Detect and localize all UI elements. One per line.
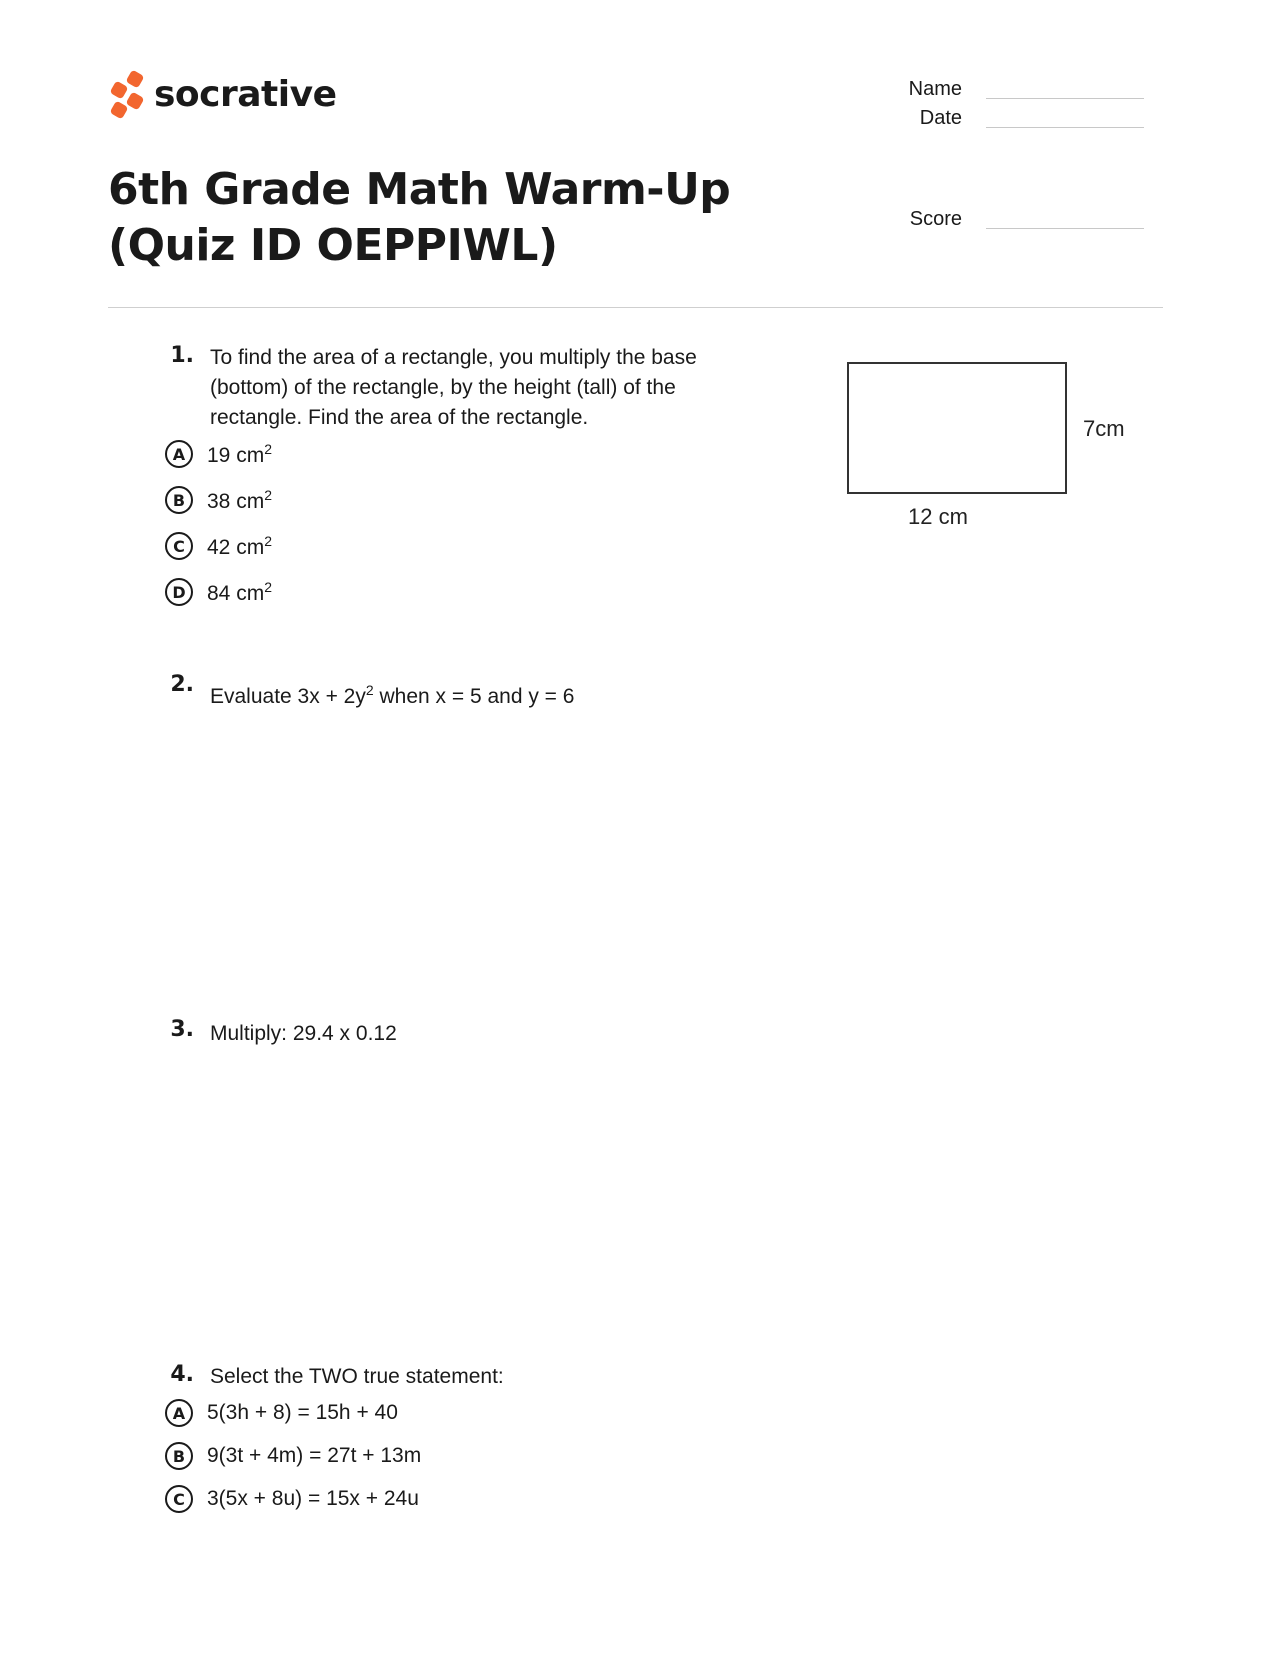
page-title: 6th Grade Math Warm-Up (Quiz ID OEPPIWL): [108, 164, 731, 271]
rectangle-figure: [847, 362, 1067, 494]
question-3-number: 3.: [170, 1017, 194, 1042]
socrative-logo: [108, 70, 336, 118]
name-field[interactable]: [986, 98, 1144, 99]
date-label: Date: [919, 107, 962, 129]
date-field[interactable]: [986, 127, 1144, 128]
question-3-text: Multiply: 29.4 x 0.12: [210, 1022, 397, 1045]
question-4-option-c[interactable]: [165, 1485, 419, 1513]
option-text: 19 $cm^2$: [207, 440, 272, 467]
name-label: Name: [908, 78, 962, 100]
option-text: 9(3t + 4m) = 27t + 13m: [207, 1444, 422, 1467]
option-bubble[interactable]: C: [165, 532, 193, 560]
question-1-option-b[interactable]: [165, 486, 272, 514]
option-text: 84 $cm^2$: [207, 578, 272, 605]
question-1-option-d[interactable]: [165, 578, 272, 606]
score-label: Score: [909, 208, 962, 230]
option-bubble[interactable]: C: [165, 1485, 193, 1513]
option-text: 3(5x + 8u) = 15x + 24u: [207, 1487, 419, 1510]
option-bubble[interactable]: D: [165, 578, 193, 606]
socrative-hexagon-logo-icon: [108, 70, 146, 118]
question-2-text: Evaluate $3x + 2y^2$ when x = 5 and y = 6: [210, 682, 575, 708]
option-text: 5(3h + 8) = 15h + 40: [207, 1401, 398, 1424]
option-text: 42 $cm^2$: [207, 532, 272, 559]
header-divider: [108, 307, 1163, 308]
option-bubble[interactable]: B: [165, 486, 193, 514]
height-label: 7cm: [1083, 416, 1125, 441]
score-field[interactable]: [986, 228, 1144, 229]
question-2-number: 2.: [170, 672, 194, 697]
question-4-option-a[interactable]: [165, 1399, 398, 1427]
brand-name: socrative: [154, 73, 337, 115]
option-bubble[interactable]: A: [165, 1399, 193, 1427]
question-1-option-a[interactable]: [165, 440, 272, 468]
question-4-option-b[interactable]: [165, 1442, 421, 1470]
width-label: 12 cm: [908, 504, 968, 529]
question-1-number: 1.: [170, 343, 194, 368]
question-1-option-c[interactable]: [165, 532, 272, 560]
option-text: 38 $cm^2$: [207, 486, 272, 513]
question-1-text: To find the area of a rectangle, you multiply the base (bottom) of the rectangle, by the height (tall) of the rectangle. Find the area of the rectangle.: [210, 346, 697, 429]
question-4-number: 4.: [170, 1362, 194, 1387]
option-bubble[interactable]: A: [165, 440, 193, 468]
option-bubble[interactable]: B: [165, 1442, 193, 1470]
question-4-text: Select the TWO true statement:: [210, 1365, 504, 1388]
